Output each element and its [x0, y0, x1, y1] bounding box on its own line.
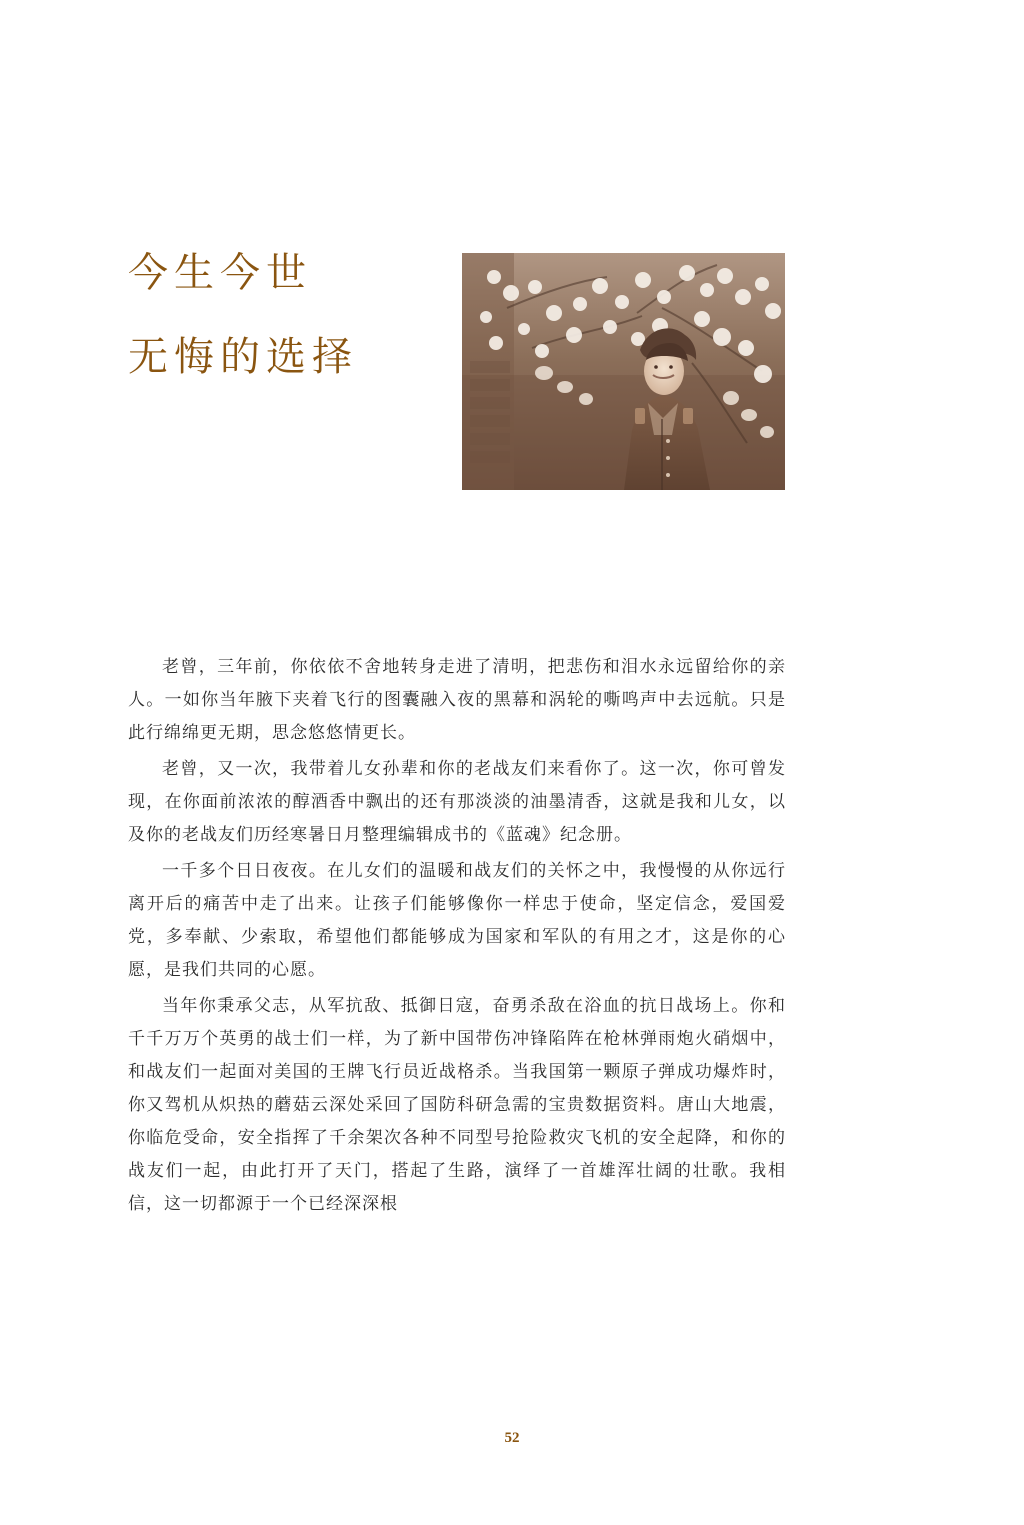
paragraph-4: 当年你秉承父志，从军抗敌、抵御日寇，奋勇杀敌在浴血的抗日战场上。你和千千万万个英勇的战士们一样，为了新中国带伤冲锋陷阵在枪林弹雨炮火硝烟中，和战友们一起面对美国的王牌飞行员近战格杀。当我国第一颗原子弹成功爆炸时，你又驾机从炽热的蘑菇云深处采回了国防科研急需的宝贵数据资料。唐山大地震，你临危受命，安全指挥了千余架次各种不同型号抢险救灾飞机的安全起降，和你的战友们一起，由此打开了天门，搭起了生路，演绎了一首雄浑壮阔的壮歌。我相信，这一切都源于一个已经深深根: [128, 996, 786, 1214]
portrait-photo: [462, 253, 785, 490]
title-line-2: 无悔的选择: [128, 334, 358, 380]
page-number: 52: [504, 1430, 520, 1446]
body-text: [128, 651, 786, 1224]
title-line-1: 今生今世: [128, 250, 312, 296]
sepia-portrait-photo-icon: [462, 253, 785, 490]
paragraph-2: 老曾，又一次，我带着儿女孙辈和你的老战友们来看你了。这一次，你可曾发现，在你面前浓浓的醇酒香中飘出的还有那淡淡的油墨清香，这就是我和儿女，以及你的老战友们历经寒暑日月整理编辑成书的《蓝魂》纪念册。: [128, 759, 786, 845]
paragraph-3: 一千多个日日夜夜。在儿女们的温暖和战友们的关怀之中，我慢慢的从你远行离开后的痛苦中走了出来。让孩子们能够像你一样忠于使命，坚定信念，爱国爱党，多奉献、少索取，希望他们都能够成为国家和军队的有用之才，这是你的心愿，是我们共同的心愿。: [128, 861, 786, 980]
title-block: [128, 250, 428, 380]
paragraph-1: 老曾，三年前，你依依不舍地转身走进了清明，把悲伤和泪水永远留给你的亲人。一如你当年腋下夹着飞行的图囊融入夜的黑幕和涡轮的嘶鸣声中去远航。只是此行绵绵更无期，思念悠悠情更长。: [128, 657, 786, 743]
